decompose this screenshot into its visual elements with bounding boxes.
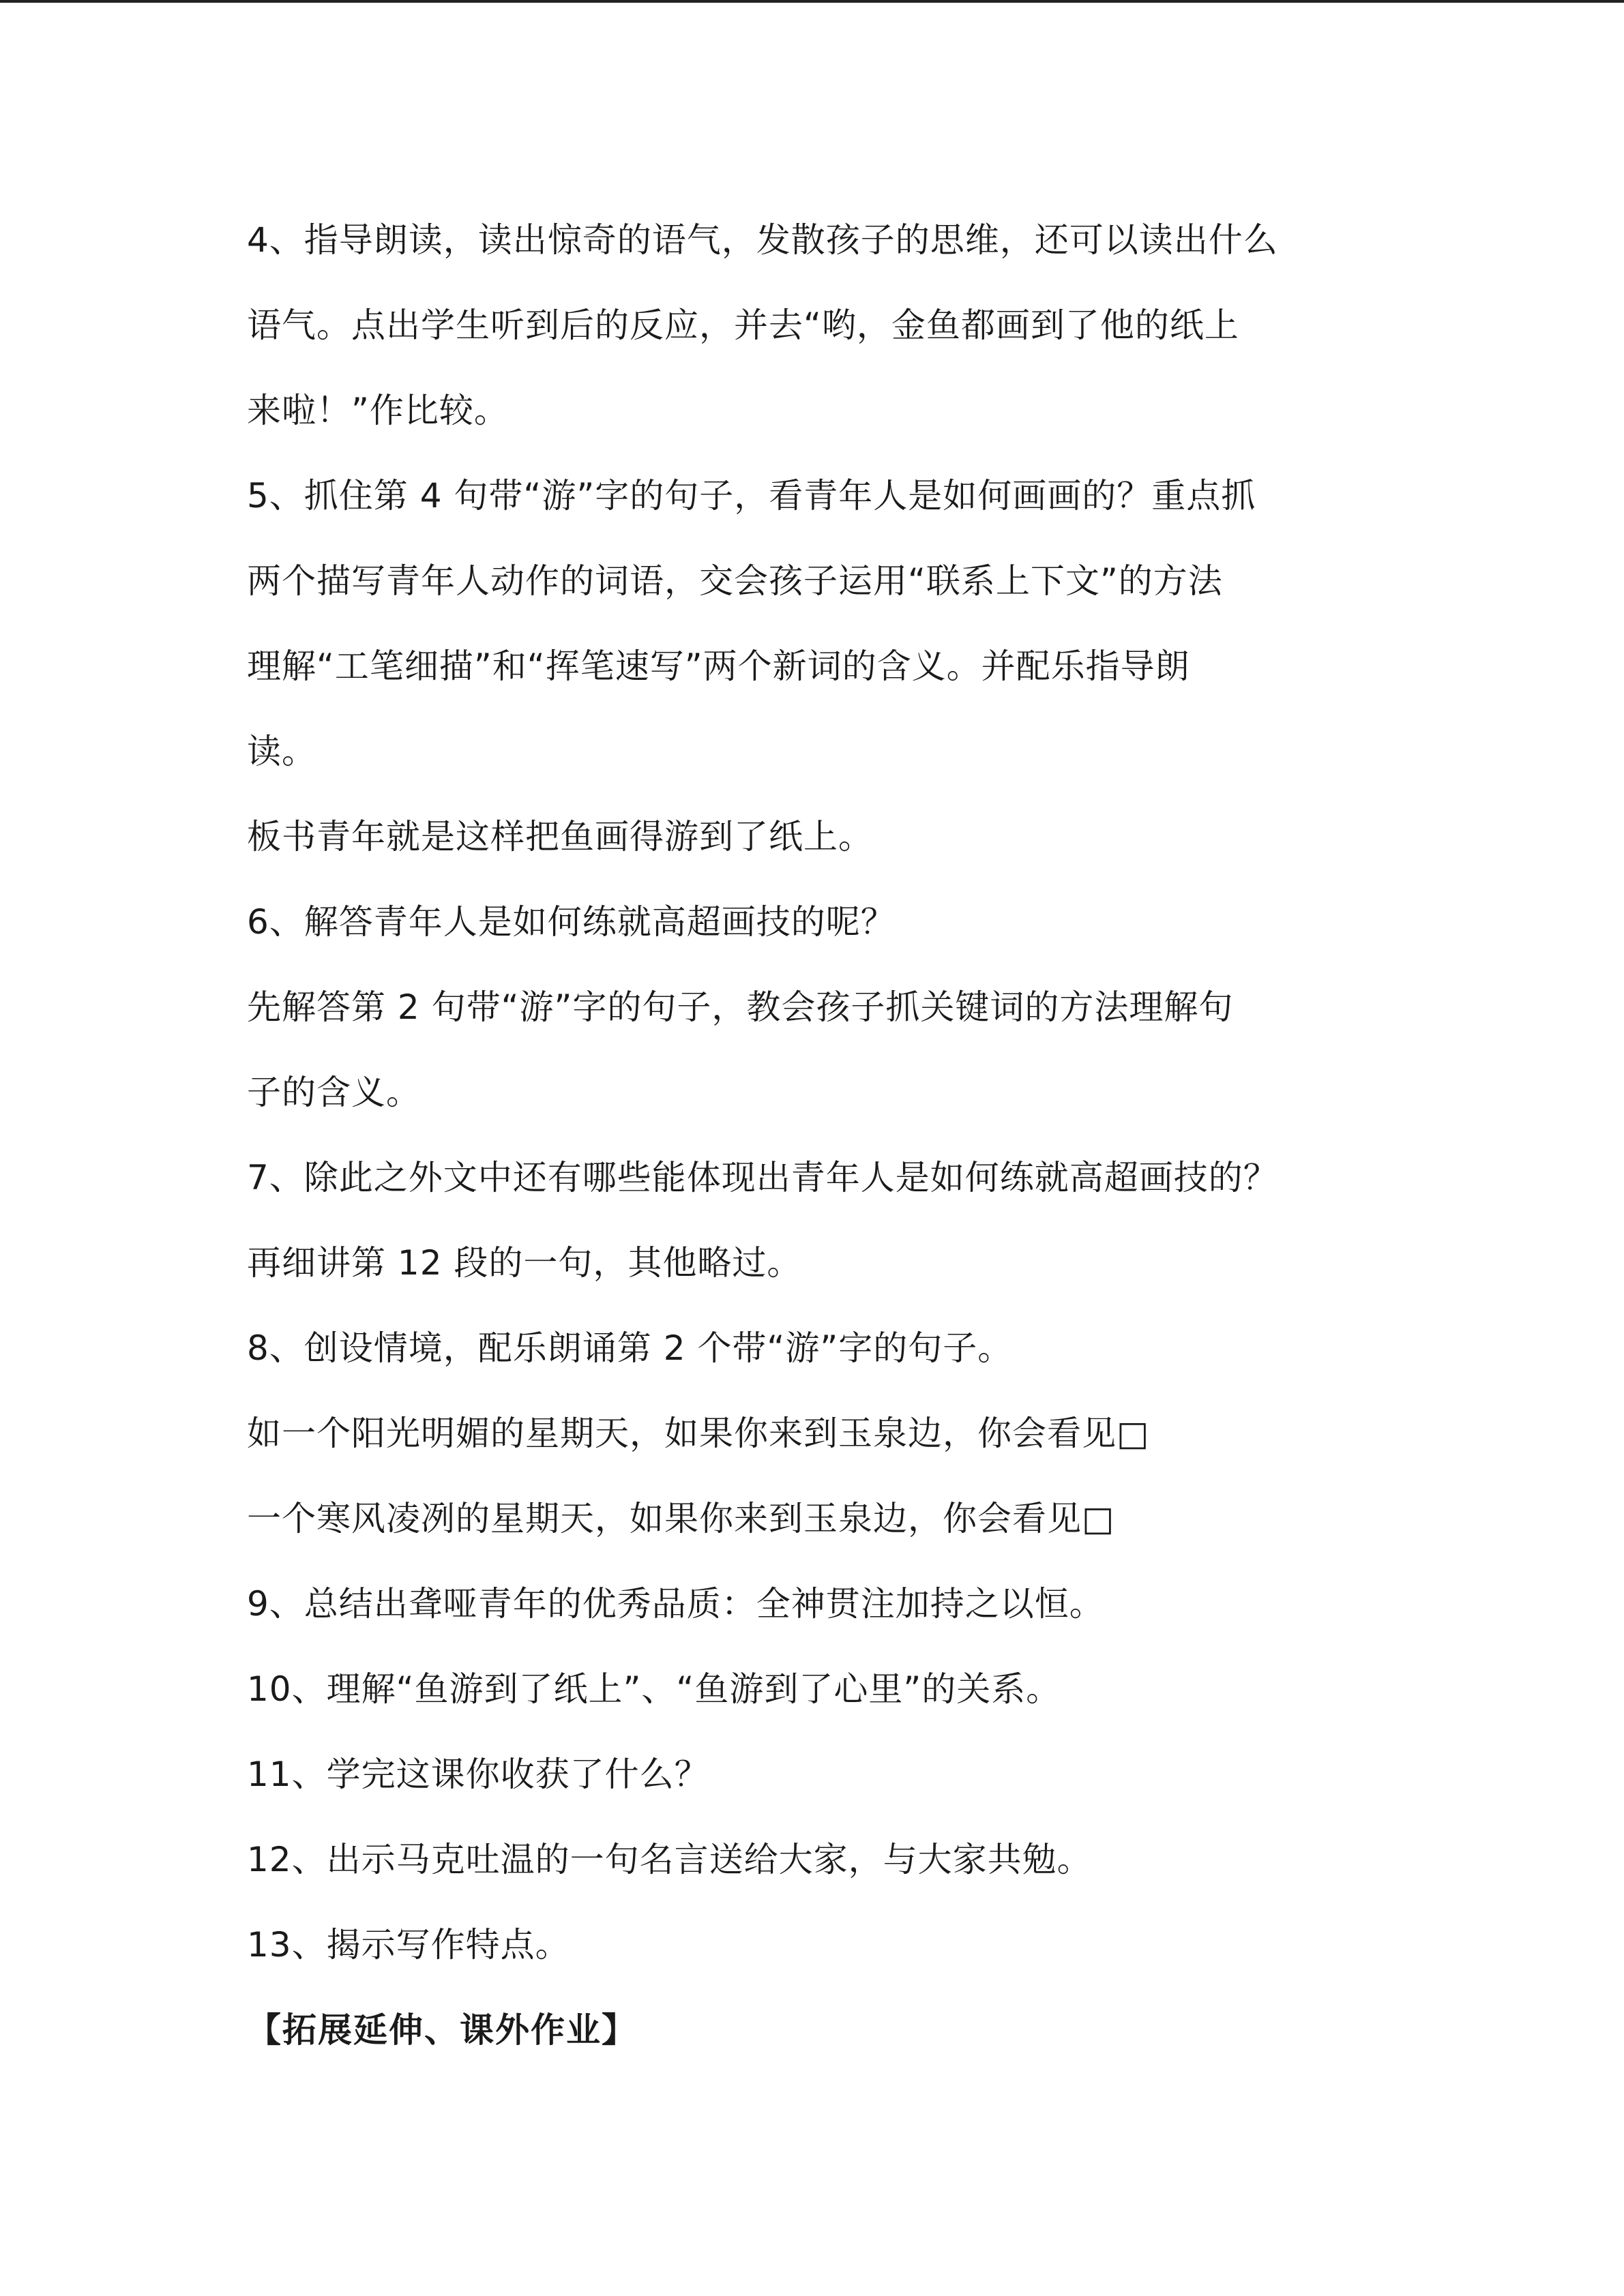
text-line: 子的含义。: [247, 1073, 421, 1112]
text-line: 两个描写青年人动作的词语，交会孩子运用“联系上下文”的方法: [247, 561, 1223, 601]
text-line: 10、理解“鱼游到了纸上”、“鱼游到了心里”的关系。: [247, 1669, 1061, 1709]
document-page: [247, 198, 1393, 2073]
text-line: 9、总结出聋哑青年的优秀品质：全神贯注加持之以恒。: [247, 1584, 1104, 1624]
text-line: 7、除此之外文中还有哪些能体现出青年人是如何练就高超画技的？: [247, 1158, 1278, 1197]
top-border-rule: [0, 0, 1624, 3]
text-line: 语气。点出学生听到后的反应，并去“哟，金鱼都画到了他的纸上: [247, 305, 1239, 345]
text-line: 再细讲第 12 段的一句，其他略过。: [247, 1243, 802, 1283]
section-heading: 【拓展延伸、课外作业】: [247, 2010, 637, 2050]
text-line: 13、揭示写作特点。: [247, 1925, 570, 1965]
text-line: 11、学完这课你收获了什么？: [247, 1755, 709, 1794]
text-line: 12、出示马克吐温的一句名言送给大家，与大家共勉。: [247, 1840, 1092, 1879]
text-line: 5、抓住第 4 句带“游”字的句子，看青年人是如何画画的？重点抓: [247, 476, 1256, 516]
text-line: 来啦！”作比较。: [247, 391, 509, 430]
text-line: 先解答第 2 句带“游”字的句子，教会孩子抓关键词的方法理解句: [247, 987, 1234, 1027]
text-line: 如一个阳光明媚的星期天，如果你来到玉泉边，你会看见□: [247, 1414, 1150, 1453]
text-line: 理解“工笔细描”和“挥笔速写”两个新词的含义。并配乐指导朗: [247, 646, 1190, 686]
text-line: 读。: [247, 732, 316, 771]
text-line: 板书青年就是这样把鱼画得游到了纸上。: [247, 817, 873, 856]
text-line: 一个寒风凌冽的星期天，如果你来到玉泉边，你会看见□: [247, 1499, 1115, 1538]
text-line: 4、指导朗读，读出惊奇的语气，发散孩子的思维，还可以读出什么: [247, 220, 1278, 260]
text-line: 8、创设情境，配乐朗诵第 2 个带“游”字的句子。: [247, 1328, 1013, 1368]
text-line: 6、解答青年人是如何练就高超画技的呢？: [247, 902, 896, 942]
